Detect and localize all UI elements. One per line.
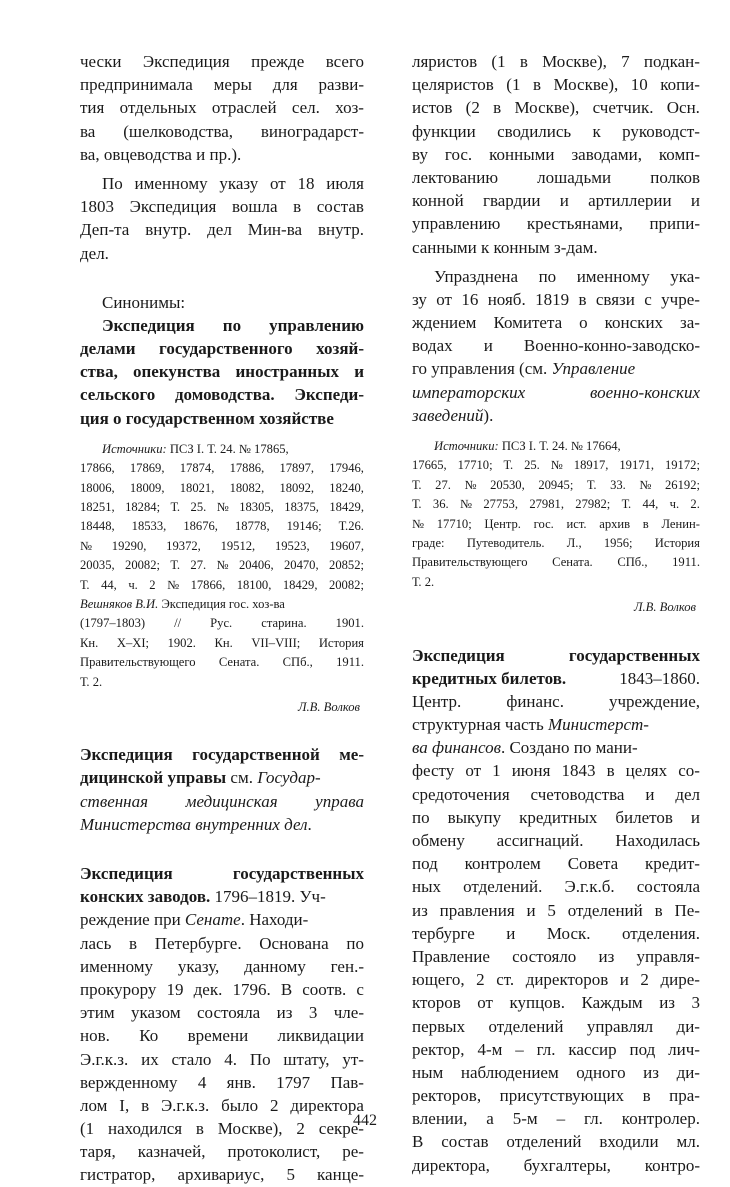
- source-line: Правительствующего Сената. СПб., 1911.: [412, 555, 700, 570]
- synonym-line: Экспедиция по управлению: [102, 315, 364, 335]
- text-line: управлению крестьянами, припи-: [412, 214, 700, 234]
- article-author: Л.В. Волков: [297, 699, 360, 714]
- right-column: [412, 50, 700, 1177]
- entry-line: кторов от купцов. Каждым из 3: [412, 993, 700, 1013]
- entry-horse-farms: [80, 862, 364, 1187]
- entry-line: именному указу, данному ген.-: [80, 956, 364, 976]
- source-line: 18251, 18284; Т. 25. № 18305, 18375, 18429,: [80, 499, 364, 514]
- text-line: ждением Комитета о конских за-: [412, 313, 700, 333]
- source-line: Вешняков В.И. Экспедиция гос. хоз-ва: [80, 596, 285, 611]
- entry-medical-board: [80, 743, 364, 836]
- paragraph-continuation: [80, 50, 364, 166]
- entry-line: обмену ассигнаций. Находилась: [412, 831, 700, 851]
- text-line: конной гвардии и артиллерии и: [412, 191, 700, 211]
- entry-line: гистратор, архивариус, 5 канце-: [80, 1165, 364, 1185]
- text-line: ва, овцеводства и пр.).: [80, 144, 242, 164]
- text-line: функции сводились к руководст-: [412, 121, 700, 141]
- source-line: 17665, 17710; Т. 25. № 18917, 19171, 19172;: [412, 458, 700, 473]
- text-line: истов (2 в Москве), счетчик. Осн.: [412, 98, 700, 118]
- text-line: Деп-та внутр. дел Мин-ва внутр.: [80, 220, 364, 240]
- text-line: заведений ).: [412, 405, 494, 425]
- entry-line: первых отделений управлял ди-: [412, 1016, 700, 1036]
- source-line: Правительствующего Сената. СПб., 1911.: [80, 655, 364, 670]
- entry-line: реждение при Сенате . Находи-: [80, 910, 309, 930]
- synonym-line: ция о государственном хозяйстве: [80, 408, 334, 428]
- synonym-line: сельского домоводства. Экспеди-: [80, 385, 364, 405]
- entry-line: (1 находился в Москве), 2 секре-: [80, 1119, 364, 1139]
- entry-line: В состав отделений входили мл.: [412, 1132, 700, 1152]
- entry-line: таря, казначей, протоколист, ре-: [80, 1142, 364, 1162]
- source-line: 17866, 17869, 17874, 17886, 17897, 17946,: [80, 461, 364, 476]
- entry-heading-line: Экспедиция государственной ме-: [80, 745, 364, 765]
- entry-line: средоточения счетоводства и дел: [412, 784, 700, 804]
- text-line: По именному указу от 18 июля: [102, 173, 364, 193]
- entry-line: структурная часть Министерст-: [412, 715, 649, 735]
- entry-line: вержденному 4 янв. 1797 Пав-: [80, 1072, 364, 1092]
- entry-line: ственная медицинская управа: [80, 791, 364, 811]
- entry-credit-notes: [412, 644, 700, 1177]
- source-line: № 19290, 19372, 19512, 19523, 19607,: [80, 538, 364, 553]
- synonym-line: делами государственного хозяй-: [80, 339, 364, 359]
- source-line: Т. 27. № 20530, 20945; Т. 33. № 26192;: [412, 477, 700, 492]
- entry-line: этим указом состояла из 3 чле-: [80, 1003, 364, 1023]
- source-line: Т. 2.: [412, 574, 435, 589]
- synonyms-block: [80, 291, 364, 430]
- entry-line: тербурге и Моск. отделения.: [412, 923, 700, 943]
- text-line: Упразднена по именному ука-: [434, 266, 700, 286]
- entry-line: под контролем Совета кредит-: [412, 854, 700, 874]
- article-author: Л.В. Волков: [633, 600, 696, 615]
- entry-heading-line: Экспедиция государственных: [80, 864, 364, 884]
- source-line: Т. 44, ч. 2 № 17866, 18100, 18429, 20082;: [80, 577, 364, 592]
- entry-line: ва финансов . Создано по мани-: [412, 738, 638, 758]
- synonyms-heading: Синонимы:: [102, 292, 186, 312]
- text-line: санными к конным з-дам.: [412, 237, 598, 257]
- text-line: 1803 Экспедиция вошла в состав: [80, 197, 364, 217]
- entry-line: конских заводов. 1796–1819. Уч-: [80, 887, 326, 907]
- entry-line: лом I, в Э.г.к.з. было 2 директора: [80, 1095, 364, 1115]
- source-line: 18448, 18533, 18676, 18778, 19146; Т.26.: [80, 519, 364, 534]
- synonym-line: ства, опекунства иностранных и: [80, 362, 364, 382]
- text-line: водах и Военно-конно-заводско-: [412, 336, 700, 356]
- entry-line: ным наблюдением одного из ди-: [412, 1062, 700, 1082]
- entry-line: директора, бухгалтеры, контро-: [412, 1155, 700, 1175]
- text-line: ва (шелководства, виноградарст-: [80, 121, 364, 141]
- entry-heading-line: Экспедиция государственных: [412, 645, 700, 665]
- source-line: 20035, 20082; Т. 27. № 20406, 20470, 20852;: [80, 558, 364, 573]
- sources-block: [80, 440, 364, 692]
- entry-line: фесту от 1 июня 1843 в целях со-: [412, 761, 700, 781]
- source-line: Т. 2.: [80, 674, 103, 689]
- entry-line: ректоров, присутствующих в пра-: [412, 1086, 700, 1106]
- source-line: Т. 36. № 27753, 27981, 27982; Т. 44, ч. 2.: [412, 497, 700, 512]
- left-column: [80, 50, 364, 1187]
- entry-line: кредитных билетов. 1843–1860.: [412, 668, 700, 688]
- text-line: императорских военно-конских: [412, 382, 700, 402]
- source-line: (1797–1803) // Рус. старина. 1901.: [80, 616, 364, 631]
- source-line: Кн. X–XI; 1902. Кн. VII–VIII; История: [80, 635, 364, 650]
- entry-line: Центр. финанс. учреждение,: [412, 691, 700, 711]
- page-number: 442: [353, 1112, 377, 1129]
- paragraph-decree: [80, 172, 364, 265]
- text-line: целяристов (1 в Москве), 10 копи-: [412, 75, 700, 95]
- entry-line: ректор, 4-м – гл. кассир под лич-: [412, 1039, 700, 1059]
- source-line: 18006, 18009, 18021, 18082, 18092, 18240,: [80, 480, 364, 495]
- source-line: Источники: ПСЗ I. Т. 24. № 17865,: [102, 441, 289, 456]
- source-line: № 17710; Центр. гос. ист. архив в Ленин-: [412, 516, 700, 531]
- entry-line: Правление состояло из управля-: [412, 946, 700, 966]
- text-line: ляристов (1 в Москве), 7 подкан-: [412, 52, 700, 71]
- text-line: чески Экспедиция прежде всего: [80, 52, 364, 71]
- text-line: тия отдельных отраслей сел. хоз-: [80, 98, 364, 118]
- entry-line: дицинской управы см. Государ-: [80, 768, 321, 788]
- entry-line: лась в Петербурге. Основана по: [80, 933, 364, 953]
- text-line: предпринимала меры для разви-: [80, 75, 364, 95]
- paragraph-continuation: [412, 50, 700, 259]
- sources-block: [412, 437, 700, 592]
- source-line: Источники: ПСЗ I. Т. 24. № 17664,: [434, 439, 621, 453]
- entry-line: ных отделений. Э.г.к.б. состояла: [412, 877, 700, 897]
- entry-line: влении, а 5-м – гл. контролер.: [412, 1109, 700, 1129]
- text-line: зу от 16 нояб. 1819 в связи с учре-: [412, 289, 700, 309]
- entry-line: по выкупу кредитных билетов и: [412, 807, 700, 827]
- text-line: ву гос. конными заводами, комп-: [412, 144, 700, 164]
- source-line: граде: Путеводитель. Л., 1956; История: [412, 535, 700, 550]
- entry-line: ющего, 2 ст. директоров и 2 дире-: [412, 970, 700, 990]
- entry-line: нов. Ко времени ликвидации: [80, 1026, 364, 1046]
- text-line: го управления (см. Управление: [412, 359, 636, 379]
- entry-line: из правления и 5 отделений в Пе-: [412, 900, 700, 920]
- text-line: лектованию лошадьми полков: [412, 167, 700, 187]
- paragraph-abolished: [412, 265, 700, 427]
- entry-line: Э.г.к.з. их стало 4. По штату, ут-: [80, 1049, 364, 1069]
- entry-line: прокурору 19 дек. 1796. В соотв. с: [80, 979, 364, 999]
- text-line: дел.: [80, 243, 109, 263]
- entry-line: Министерства внутренних дел .: [80, 814, 312, 834]
